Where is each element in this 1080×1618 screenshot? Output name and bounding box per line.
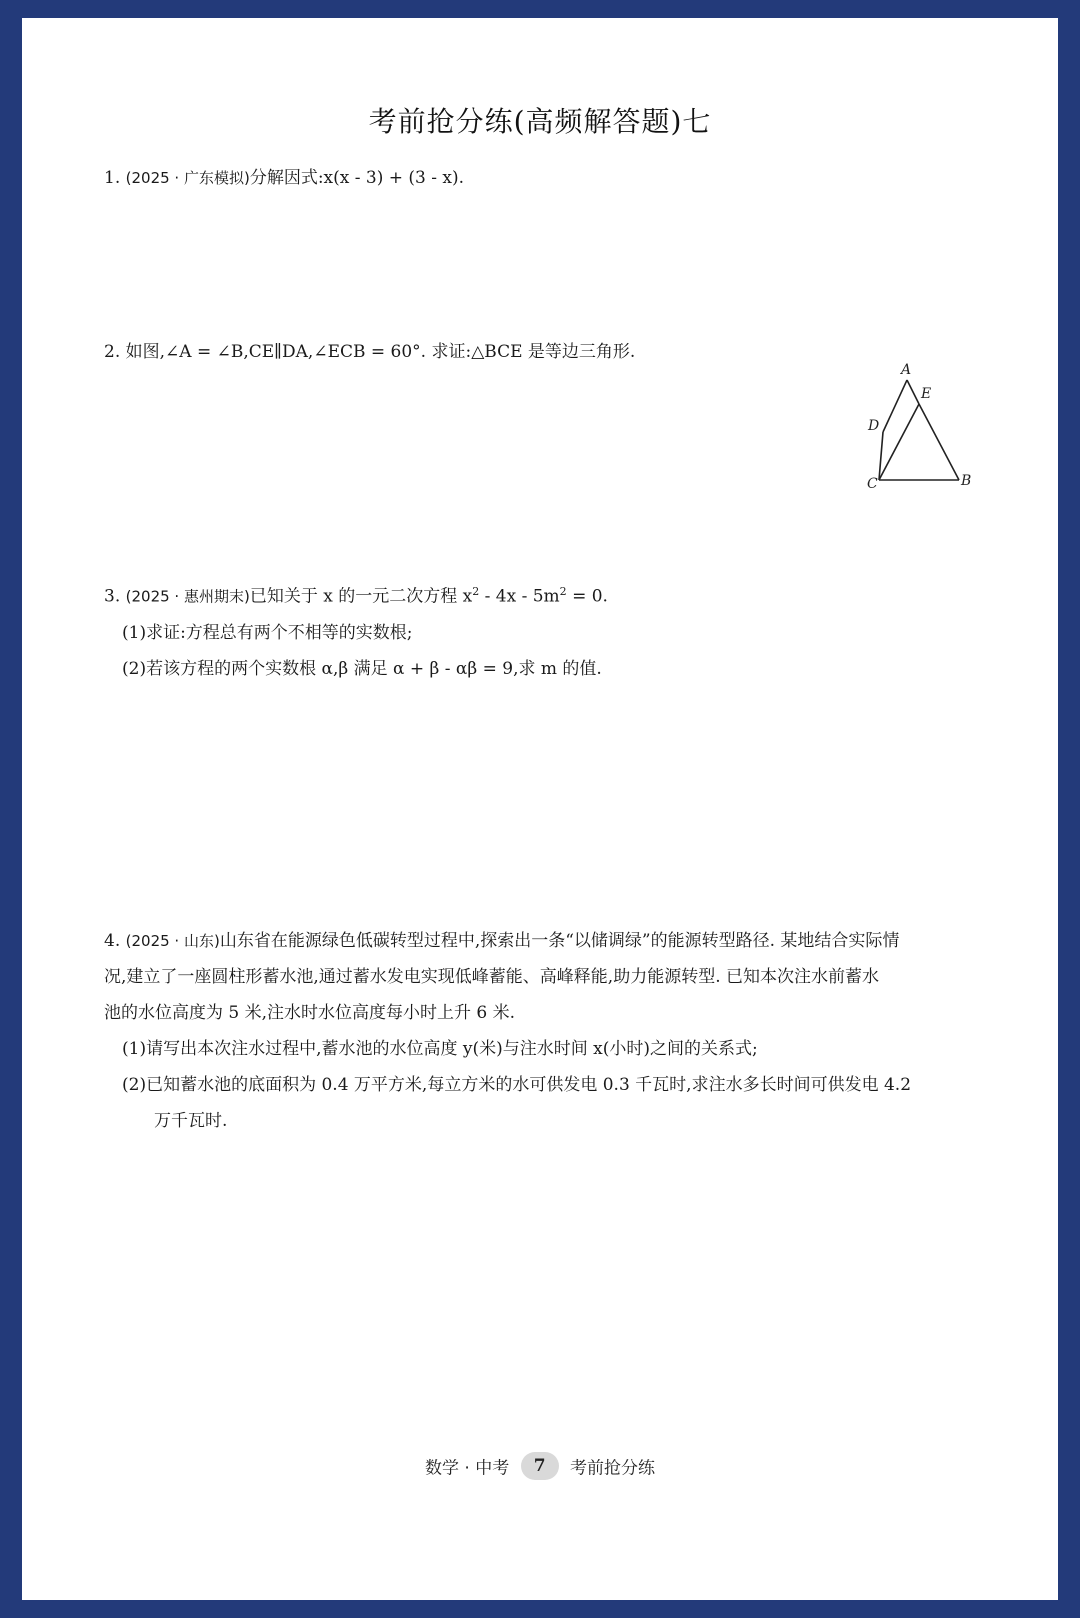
- question-text: 分解因式:x(x - 3) + (3 - x).: [249, 168, 465, 188]
- question-number: 3.: [104, 586, 121, 607]
- part-1: (1)请写出本次注水过程中,蓄水池的水位高度 y(米)与注水时间 x(小时)之间的关系式;: [122, 1039, 758, 1059]
- equation-text: = 0.: [566, 586, 608, 607]
- question-3: [104, 574, 994, 687]
- exponent: 2: [472, 585, 480, 598]
- question-number: 4.: [104, 931, 121, 951]
- label-E: E: [921, 386, 932, 402]
- part-2-continued: 万千瓦时.: [154, 1111, 228, 1131]
- label-B: B: [961, 473, 972, 489]
- part-2: (2)已知蓄水池的底面积为 0.4 万平方米,每立方米的水可供发电 0.3 千瓦时,求注水多长时间可供发电 4.2: [122, 1075, 912, 1095]
- question-source: (2025 · 广东模拟): [125, 169, 250, 187]
- question-1: [104, 160, 994, 196]
- segment-AD: [883, 380, 907, 432]
- equation-text: - 4x - 5m: [479, 586, 560, 607]
- label-A: A: [901, 362, 912, 378]
- question-source: (2025 · 惠州期末): [125, 587, 250, 606]
- footer-series: 考前抢分练: [570, 1458, 656, 1479]
- worksheet-page: [22, 18, 1058, 1600]
- question-4: [104, 923, 994, 1139]
- question-text: 池的水位高度为 5 米,注水时水位高度每小时上升 6 米.: [104, 1003, 516, 1023]
- question-number: 1.: [104, 168, 121, 188]
- label-C: C: [867, 476, 878, 492]
- page-number: 7: [521, 1452, 559, 1480]
- equation-text: 已知关于 x 的一元二次方程 x: [249, 586, 473, 607]
- question-2: [104, 334, 994, 370]
- question-text: 山东省在能源绿色低碳转型过程中,探索出一条“以储调绿”的能源转型路径. 某地结合实际情: [219, 931, 900, 951]
- question-number: 2.: [104, 342, 121, 362]
- question-source: (2025 · 山东): [125, 932, 220, 950]
- page-title: 考前抢分练(高频解答题)七: [368, 105, 712, 138]
- segment-EA: [907, 380, 919, 404]
- geometry-figure: [867, 358, 997, 498]
- page-footer: [22, 1452, 1058, 1480]
- part-1: (1)求证:方程总有两个不相等的实数根;: [122, 622, 413, 643]
- part-2: (2)若该方程的两个实数根 α,β 满足 α + β - αβ = 9,求 m 的值.: [122, 658, 602, 679]
- exponent: 2: [559, 585, 567, 598]
- label-D: D: [868, 418, 880, 434]
- segment-CE: [879, 404, 919, 480]
- question-text: 如图,∠A = ∠B,CE∥DA,∠ECB = 60°. 求证:△BCE 是等边三角形.: [125, 342, 636, 362]
- footer-subject: 数学 · 中考: [424, 1458, 510, 1479]
- triangle-diagram: [867, 358, 997, 498]
- segment-BE: [919, 404, 959, 480]
- question-text: 况,建立了一座圆柱形蓄水池,通过蓄水发电实现低峰蓄能、高峰释能,助力能源转型. 已知本次注水前蓄水: [104, 967, 880, 987]
